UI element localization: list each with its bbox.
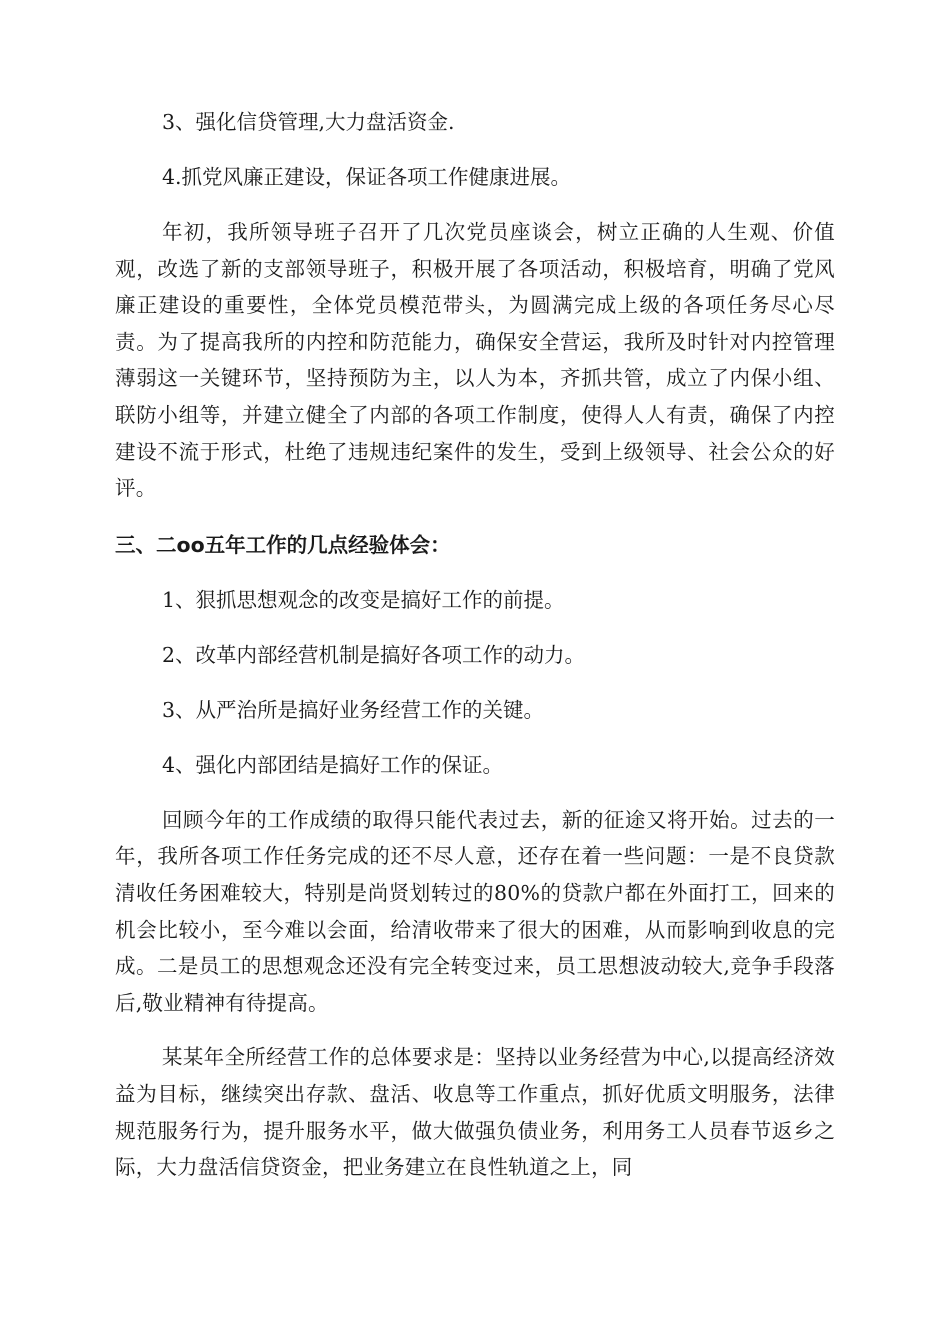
document-body xyxy=(115,108,835,1204)
list-item: 3、强化信贷管理,大力盘活资金. xyxy=(162,110,455,134)
paragraph-plan: 某某年全所经营工作的总体要求是：坚持以业务经营为中心,以提高经济效益为目标，继续突出存款、盘活、收息等工作重点，抓好优质文明服务，法律规范服务行为，提升服务水平，做大做强负债业务，利用务工人员春节返乡之际，大力盘活信贷资金，把业务建立在良性轨道之上，同 xyxy=(115,1045,835,1180)
section-heading: 三、二oo五年工作的几点经验体会： xyxy=(115,532,451,557)
list-item: 4、强化内部团结是搞好工作的保证。 xyxy=(162,752,504,777)
paragraph-party-building: 年初，我所领导班子召开了几次党员座谈会，树立正确的人生观、价值观，改选了新的支部领导班子，积极开展了各项活动，积极培育，明确了党风廉正建设的重要性，全体党员模范带头，为圆满完成上级的各项任务尽心尽责。为了提高我所的内控和防范能力，确保安全营运，我所及时针对内控管理薄弱这一关键环节，坚持预防为主，以人为本，齐抓共管，成立了内保小组、联防小组等，并建立健全了内部的各项工作制度，使得人人有责，确保了内控建设不流于形式，杜绝了违规违纪案件的发生，受到上级领导、社会公众的好评。 xyxy=(115,220,835,501)
paragraph-review: 回顾今年的工作成绩的取得只能代表过去，新的征途又将开始。过去的一年，我所各项工作任务完成的还不尽人意，还存在着一些问题：一是不良贷款清收任务困难较大，特别是尚贤划转过的80%的贷款户都在外面打工，回来的机会比较小，至今难以会面，给清收带来了很大的困难，从而影响到收息的完成。二是员工的思想观念还没有完全转变过来，员工思想波动较大,竞争手段落后,敬业精神有待提高。 xyxy=(115,807,835,1015)
list-item: 4.抓党风廉正建设，保证各项工作健康进展。 xyxy=(162,165,572,189)
list-item: 3、从严治所是搞好业务经营工作的关键。 xyxy=(162,697,545,722)
list-item: 2、改革内部经营机制是搞好各项工作的动力。 xyxy=(162,642,586,667)
list-item: 1、狠抓思想观念的改变是搞好工作的前提。 xyxy=(162,587,565,612)
